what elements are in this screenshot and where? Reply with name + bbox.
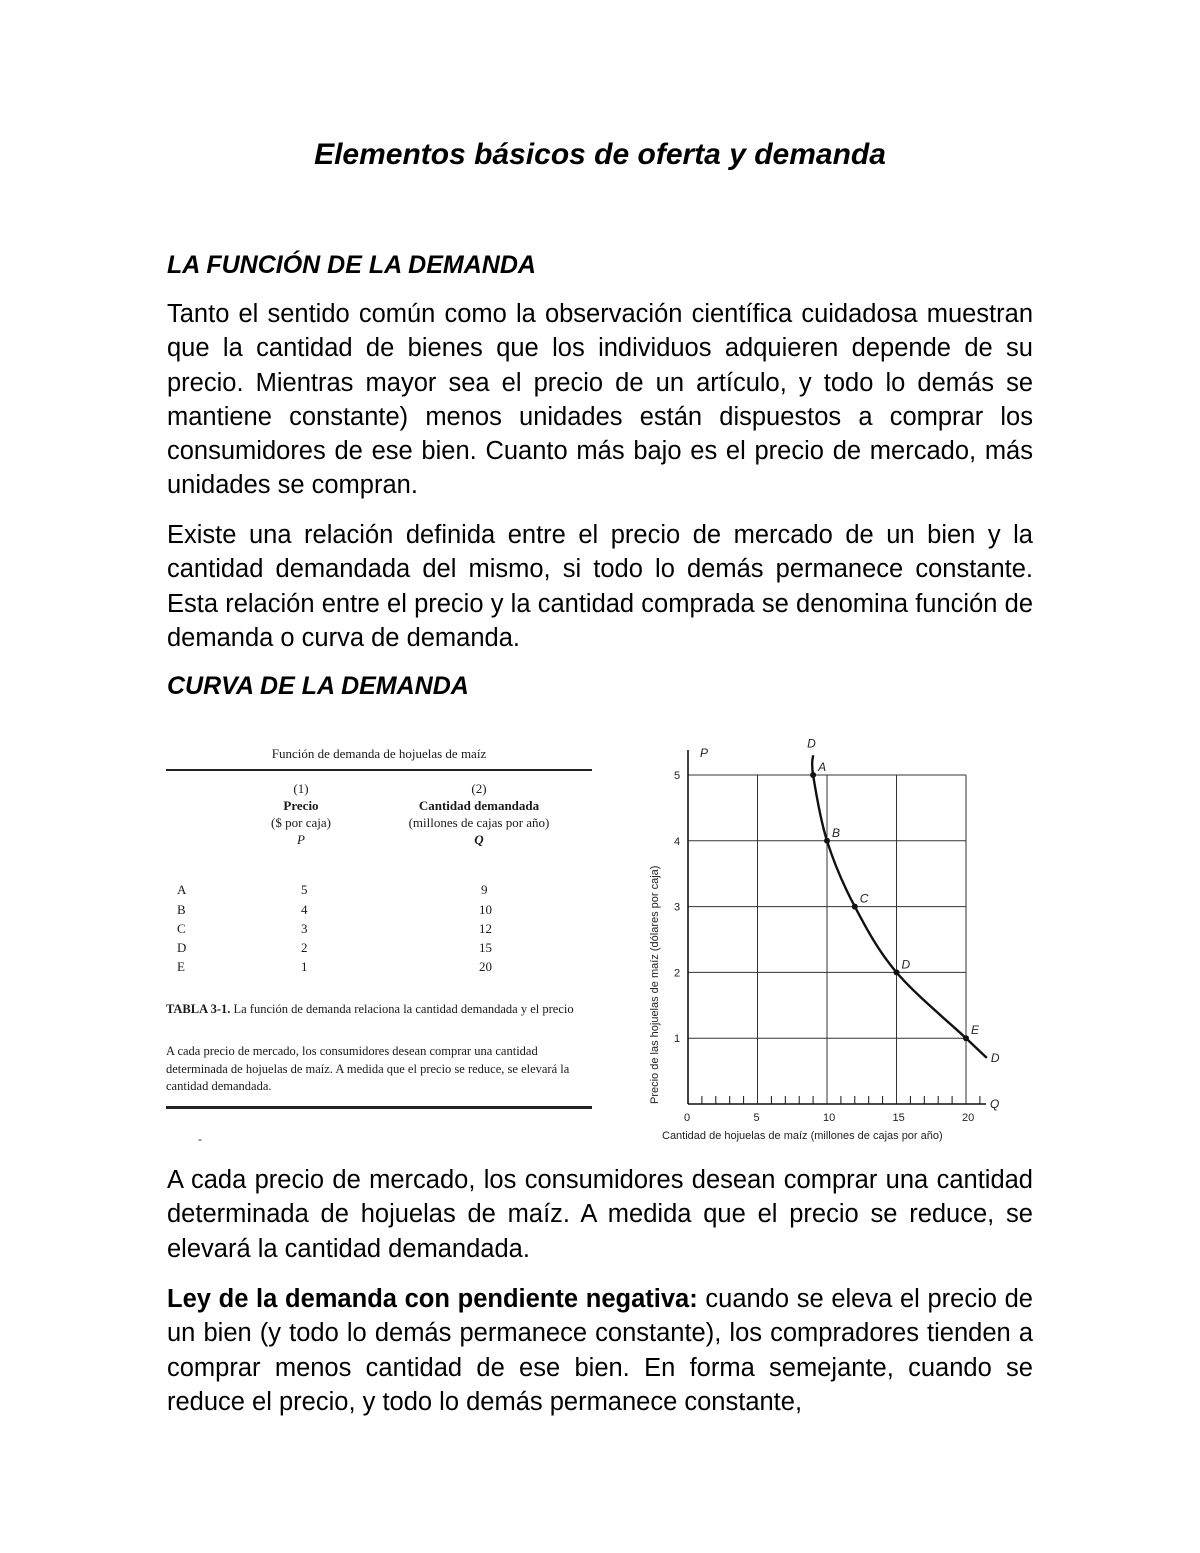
x-tick-label: 10 bbox=[823, 1112, 836, 1124]
y-tick-label: 2 bbox=[674, 967, 681, 980]
row-quantity: 20 bbox=[479, 959, 492, 974]
paragraph-figure-summary: A cada precio de mercado, los consumidores desean comprar una cantidad determinada de hojuelas de maíz. A medida que el precio se reduce, se elevará la cantidad demandada. bbox=[167, 1166, 1033, 1263]
chart-svg bbox=[630, 730, 1030, 1150]
col1-symbol: P bbox=[297, 832, 305, 847]
x-axis-title: Cantidad de hojuelas de maíz (millones de cajas por año) bbox=[662, 1130, 943, 1142]
point-label-a: A bbox=[818, 760, 827, 774]
row-quantity: 10 bbox=[479, 902, 492, 917]
caption-label: TABLA 3-1. bbox=[166, 1002, 231, 1016]
col2-unit: (millones de cajas por año) bbox=[408, 815, 550, 830]
col1-number: (1) bbox=[293, 781, 309, 796]
paragraph-law-of-demand bbox=[167, 1282, 1033, 1419]
col1-name: Precio bbox=[283, 798, 319, 813]
table-caption-text: A cada precio de mercado, los consumidores desean comprar una cantidad determinada de hojuelas de maíz. A medida que el precio se reduce, se elevará la cantidad demandada. bbox=[166, 1044, 570, 1093]
y-tick-label: 1 bbox=[674, 1033, 681, 1046]
table-row bbox=[166, 882, 592, 901]
y-tick-label: 3 bbox=[674, 901, 681, 914]
table-caption-title bbox=[166, 1001, 592, 1019]
table-bottom-rule bbox=[166, 1106, 592, 1109]
data-point-e bbox=[963, 1035, 969, 1041]
law-of-demand-text: cuando se eleva el precio de un bien (y todo lo demás permanece constante), los compradores tienden a comprar menos cantidad de ese bien. En forma semejante, cuando se reduce el precio, y todo lo demás permanece constante, bbox=[167, 1285, 1033, 1416]
row-price: 3 bbox=[301, 921, 308, 936]
stray-mark: - bbox=[198, 1132, 202, 1146]
col2-symbol: Q bbox=[474, 832, 484, 847]
demand-table-figure bbox=[166, 740, 592, 1146]
row-price: 5 bbox=[301, 882, 308, 897]
col2-number: (2) bbox=[471, 781, 487, 796]
data-point-d bbox=[894, 969, 900, 975]
row-price: 1 bbox=[301, 959, 308, 974]
y-tick-label: 4 bbox=[674, 835, 681, 848]
row-label: B bbox=[177, 902, 186, 917]
x-tick-label: 5 bbox=[753, 1112, 760, 1124]
paragraph-relation: Existe una relación definida entre el precio de mercado de un bien y la cantidad demandada del mismo, si todo lo demás permanece constante. Esta relación entre el precio y la cantidad comprada se denomina función de demanda o curva de demanda. bbox=[167, 521, 1033, 652]
table-row bbox=[166, 959, 592, 978]
page-title: Elementos básicos de oferta y demanda bbox=[314, 138, 886, 171]
table-title: Función de demanda de hojuelas de maíz bbox=[271, 746, 487, 761]
table-row bbox=[166, 940, 592, 959]
row-quantity: 12 bbox=[479, 921, 492, 936]
point-label-c: C bbox=[859, 891, 869, 906]
table-col2-header bbox=[376, 780, 582, 848]
table-row bbox=[166, 921, 592, 940]
row-quantity: 9 bbox=[481, 882, 488, 897]
section-heading-demand-curve: CURVA DE LA DEMANDA bbox=[167, 672, 469, 700]
x-tick-label: 15 bbox=[892, 1112, 905, 1124]
paragraph-intro: Tanto el sentido común como la observación científica cuidadosa muestran que la cantidad de bienes que los individuos adquieren depende de su precio. Mientras mayor sea el precio de un artículo, y todo lo demás se mantiene constante) menos unidades están dispuestos a comprar los consumidores de ese bien. Cuanto más bajo es el precio de mercado, más unidades se compran. bbox=[167, 300, 1033, 500]
row-quantity: 15 bbox=[479, 940, 492, 955]
point-label-d: D bbox=[901, 957, 911, 972]
law-of-demand-term: Ley de la demanda con pendiente negativa: bbox=[167, 1285, 698, 1313]
caption-title-text: La función de demanda relaciona la cantidad demandada y el precio bbox=[230, 1002, 574, 1016]
row-label: C bbox=[177, 921, 186, 936]
row-price: 2 bbox=[301, 940, 308, 955]
x-tick-label: 20 bbox=[962, 1112, 975, 1124]
data-point-b bbox=[824, 838, 830, 844]
row-label: E bbox=[177, 959, 185, 974]
x-tick-label: 0 bbox=[684, 1112, 691, 1124]
col2-name: Cantidad demandada bbox=[418, 798, 540, 813]
data-point-c bbox=[852, 904, 858, 910]
y-axis-symbol: P bbox=[700, 746, 709, 760]
x-axis-symbol: Q bbox=[990, 1097, 1000, 1111]
table-col1-header bbox=[236, 780, 366, 848]
demand-curve-chart bbox=[630, 730, 1030, 1150]
curve-label-top: D bbox=[807, 736, 816, 751]
curve-label-bottom: D bbox=[990, 1050, 1000, 1065]
y-tick-label: 5 bbox=[674, 770, 681, 782]
data-point-a bbox=[810, 772, 816, 778]
point-label-e: E bbox=[971, 1023, 980, 1038]
table-top-rule bbox=[166, 769, 592, 771]
row-price: 4 bbox=[301, 902, 308, 917]
col1-unit: ($ por caja) bbox=[271, 815, 331, 830]
point-label-b: B bbox=[832, 825, 841, 840]
table-row bbox=[166, 902, 592, 921]
row-label: A bbox=[177, 882, 187, 897]
row-label: D bbox=[177, 940, 187, 955]
section-heading-demand-function: LA FUNCIÓN DE LA DEMANDA bbox=[167, 251, 536, 279]
y-axis-title: Precio de las hojuelas de maíz (dólares por caja) bbox=[649, 865, 661, 1104]
